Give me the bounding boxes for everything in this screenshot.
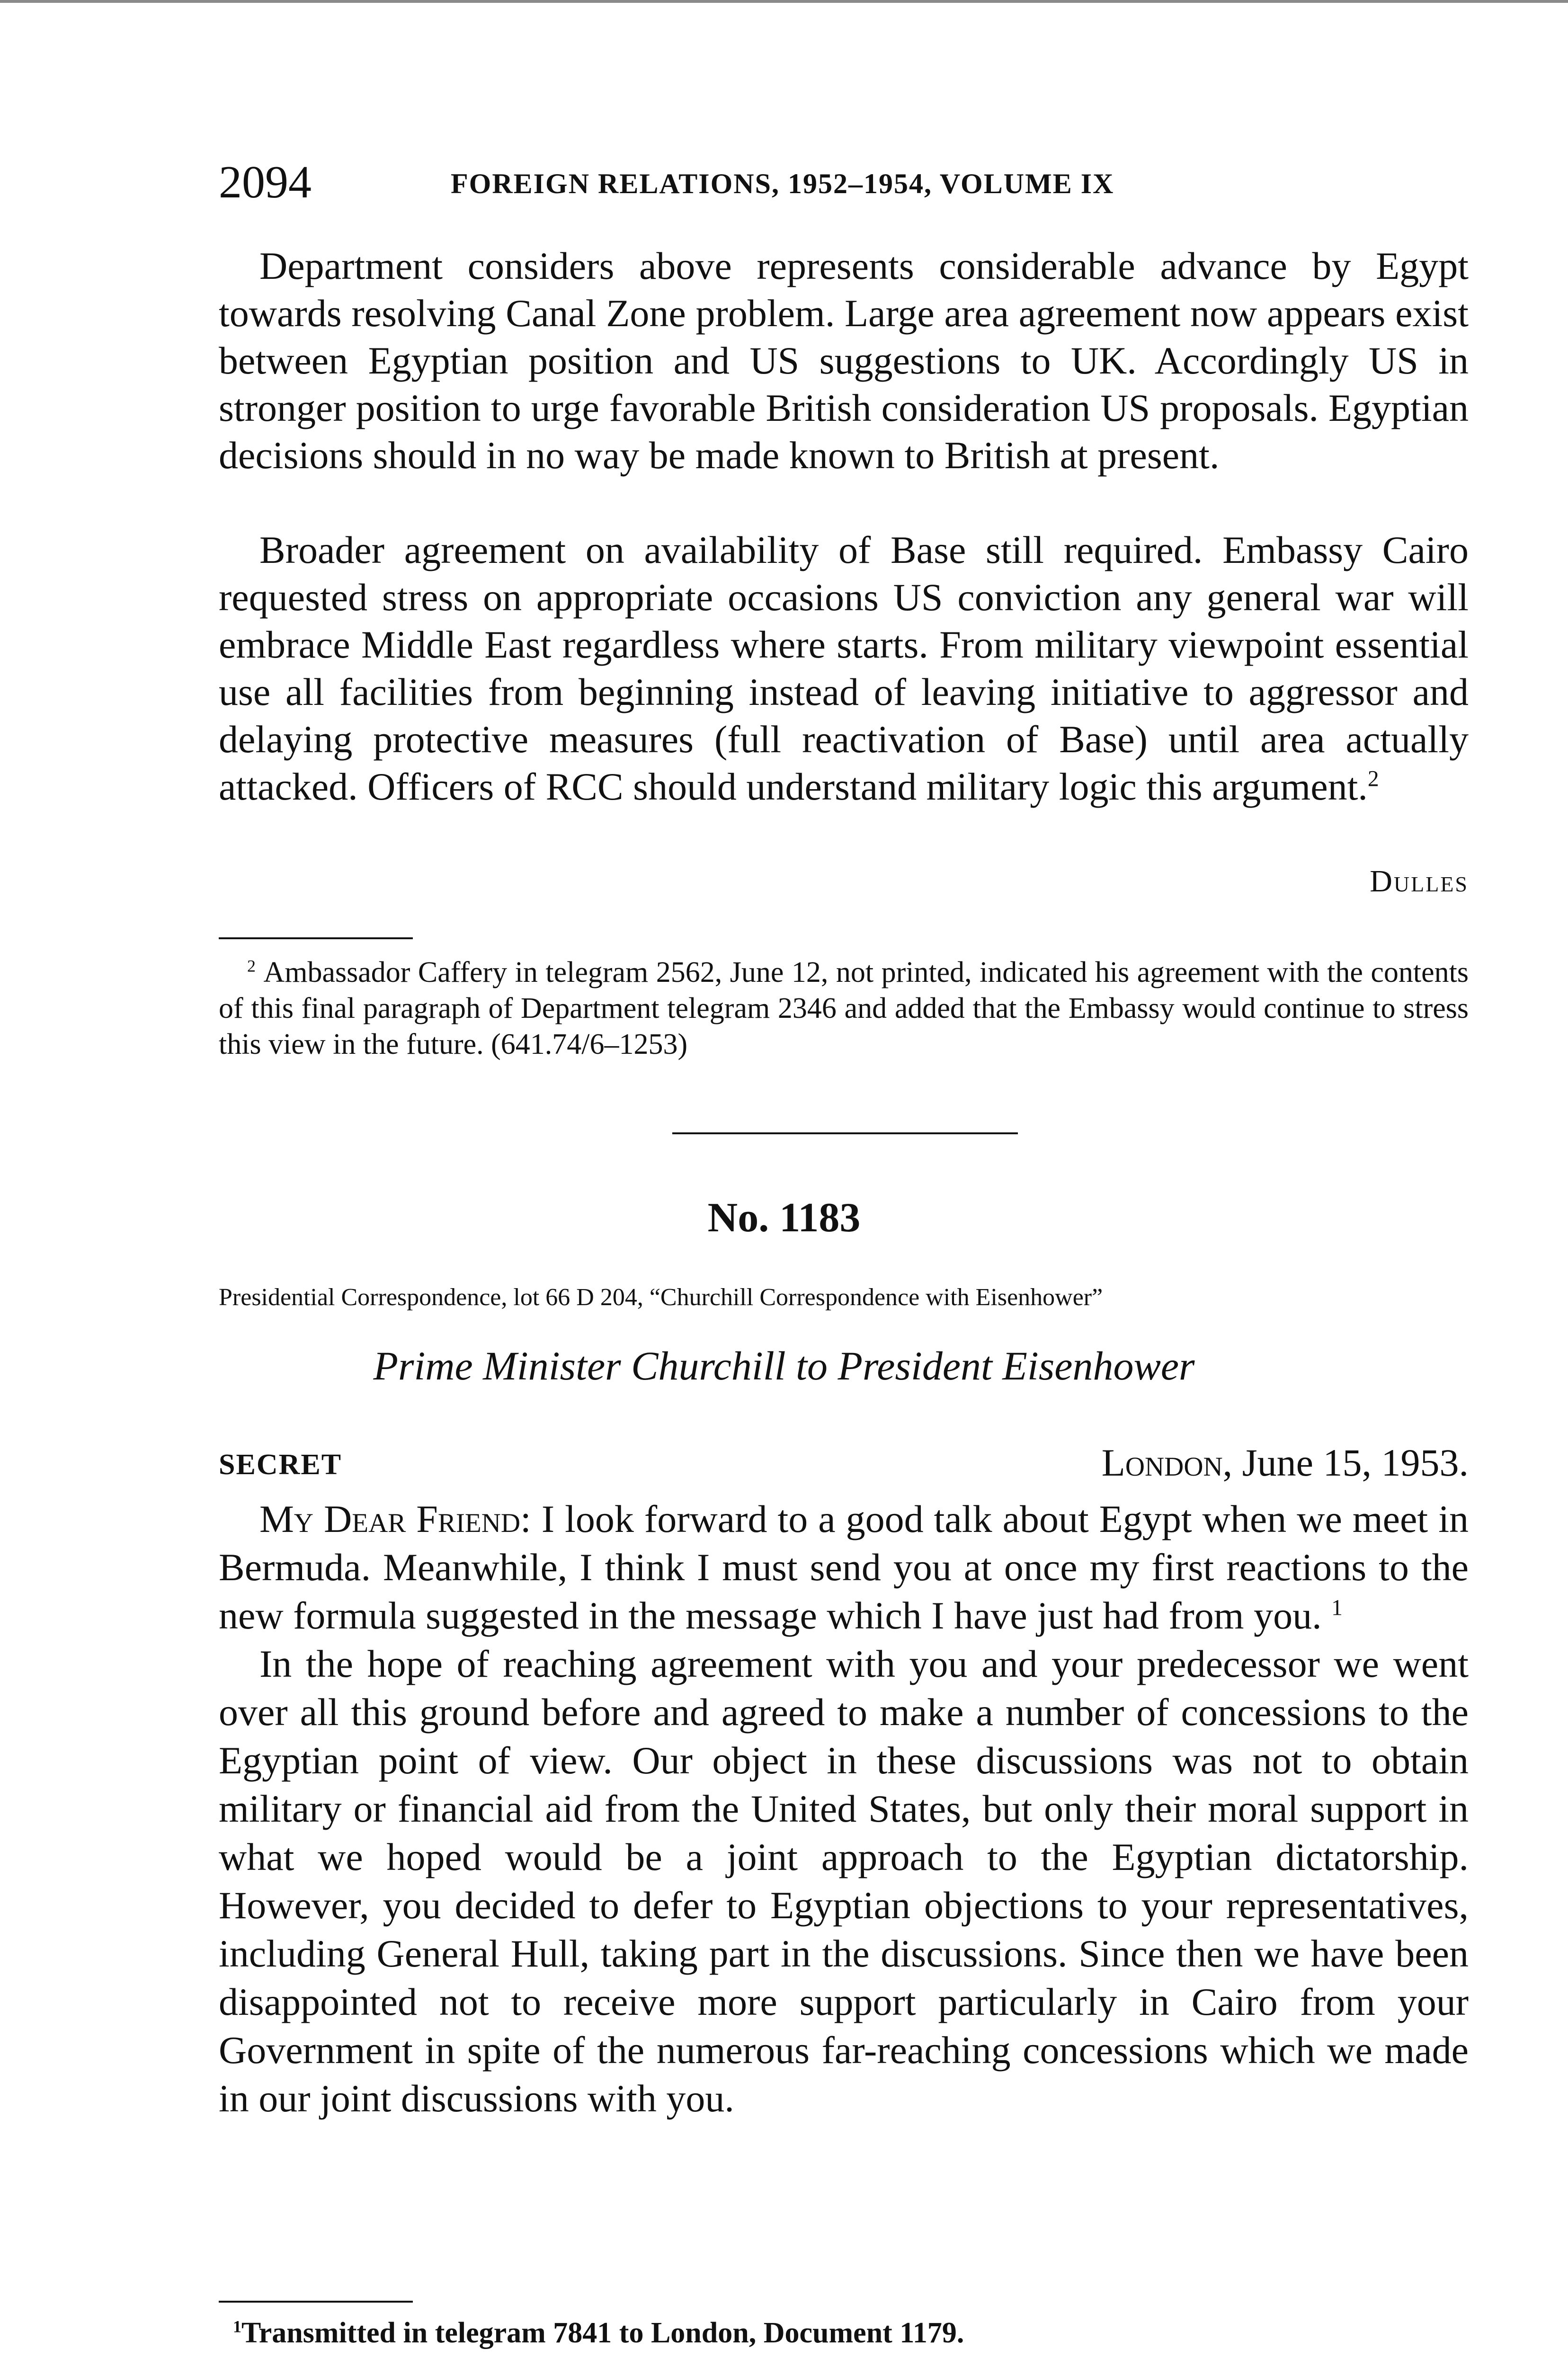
footnote-2-marker: 2 <box>247 956 256 976</box>
letter-paragraph-1 <box>219 1495 1469 1640</box>
document-title: Prime Minister Churchill to President Eisenhower <box>373 1343 1195 1388</box>
letter-paragraph-1-text: I look forward to a good talk about Egypt when we meet in Bermuda. Meanwhile, I think I must send you at once my first reactions to the new formula suggested in the message which I have just had from you. <box>219 1497 1469 1637</box>
footnote-1-reference: 1 <box>1331 1595 1343 1620</box>
dateline-date: June 15, 1953. <box>1242 1441 1469 1484</box>
dateline-row <box>219 1439 1469 1486</box>
continuation-paragraph-2 <box>219 526 1469 810</box>
continuation-paragraph-1: Department considers above represents considerable advance by Egypt towards resolving Canal Zone problem. Large area agreement now appears exist between Egyptian position and US suggestions to UK. Accordingly US in stronger position to urge favorable British consideration US proposals. Egyptian decisions should in no way be made known to British at present. <box>219 244 1469 477</box>
continuation-text <box>219 242 1469 479</box>
running-head: FOREIGN RELATIONS, 1952–1954, VOLUME IX <box>451 168 1114 199</box>
footnote-2-reference: 2 <box>1367 766 1379 792</box>
footnote-1-marker: 1 <box>233 2317 241 2336</box>
page-header <box>219 156 1469 208</box>
continuation-paragraph-2-text: Broader agreement on availability of Base still required. Embassy Cairo requested stress on appropriate occasions US conviction any general war will embrace Middle East regardless where starts. From military viewpoint essential use all facilities from beginning instead of leaving initiative to aggressor and delaying protective measures (full reactivation of Base) until area actually attacked. Officers of RCC should understand military logic this argument. <box>219 528 1469 808</box>
document-number: No. 1183 <box>707 1195 861 1241</box>
document-separator-rule <box>672 1132 1018 1134</box>
footnote-2 <box>219 954 1469 1062</box>
signature: Dulles <box>1370 864 1469 899</box>
continuation-text-2 <box>219 526 1469 810</box>
dateline-place: London, <box>1101 1441 1233 1484</box>
letter-paragraph-2: In the hope of reaching agreement with you and your predecessor we went over all this ground before and agreed to make a number of concessions to the Egyptian point of view. Our object in these discussions was not to obtain military or financial aid from the United States, but only their moral support in what we hoped would be a joint approach to the Egyptian dictatorship. However, you decided to defer to Egyptian objections to your representatives, including General Hull, taking part in the discussions. Since then we have been disappointed not to receive more support particularly in Cairo from your Government in spite of the numerous far-reaching concessions which we made in our joint discussions with you. <box>219 1642 1469 2120</box>
footnote-1-text: Transmitted in telegram 7841 to London, Document 1179. <box>241 2317 964 2349</box>
footnote-rule-2 <box>219 2301 413 2303</box>
footnote-1 <box>219 2315 1469 2351</box>
dateline <box>1102 1439 1469 1486</box>
footnote-2-text: Ambassador Caffery in telegram 2562, June 12, not printed, indicated his agreement with the contents of this final paragraph of Department telegram 2346 and added that the Embassy would continue to stress this view in the future. (641.74/6–1253) <box>219 956 1469 1060</box>
page-number: 2094 <box>219 157 312 208</box>
source-note: Presidential Correspondence, lot 66 D 204, “Churchill Correspondence with Eisenhower” <box>219 1284 1103 1311</box>
salutation: My Dear Friend: <box>259 1497 531 1540</box>
classification: SECRET <box>219 1449 342 1481</box>
top-edge-rule <box>0 0 1568 3</box>
letter-body <box>219 1495 1469 2123</box>
footnote-rule <box>219 937 413 939</box>
